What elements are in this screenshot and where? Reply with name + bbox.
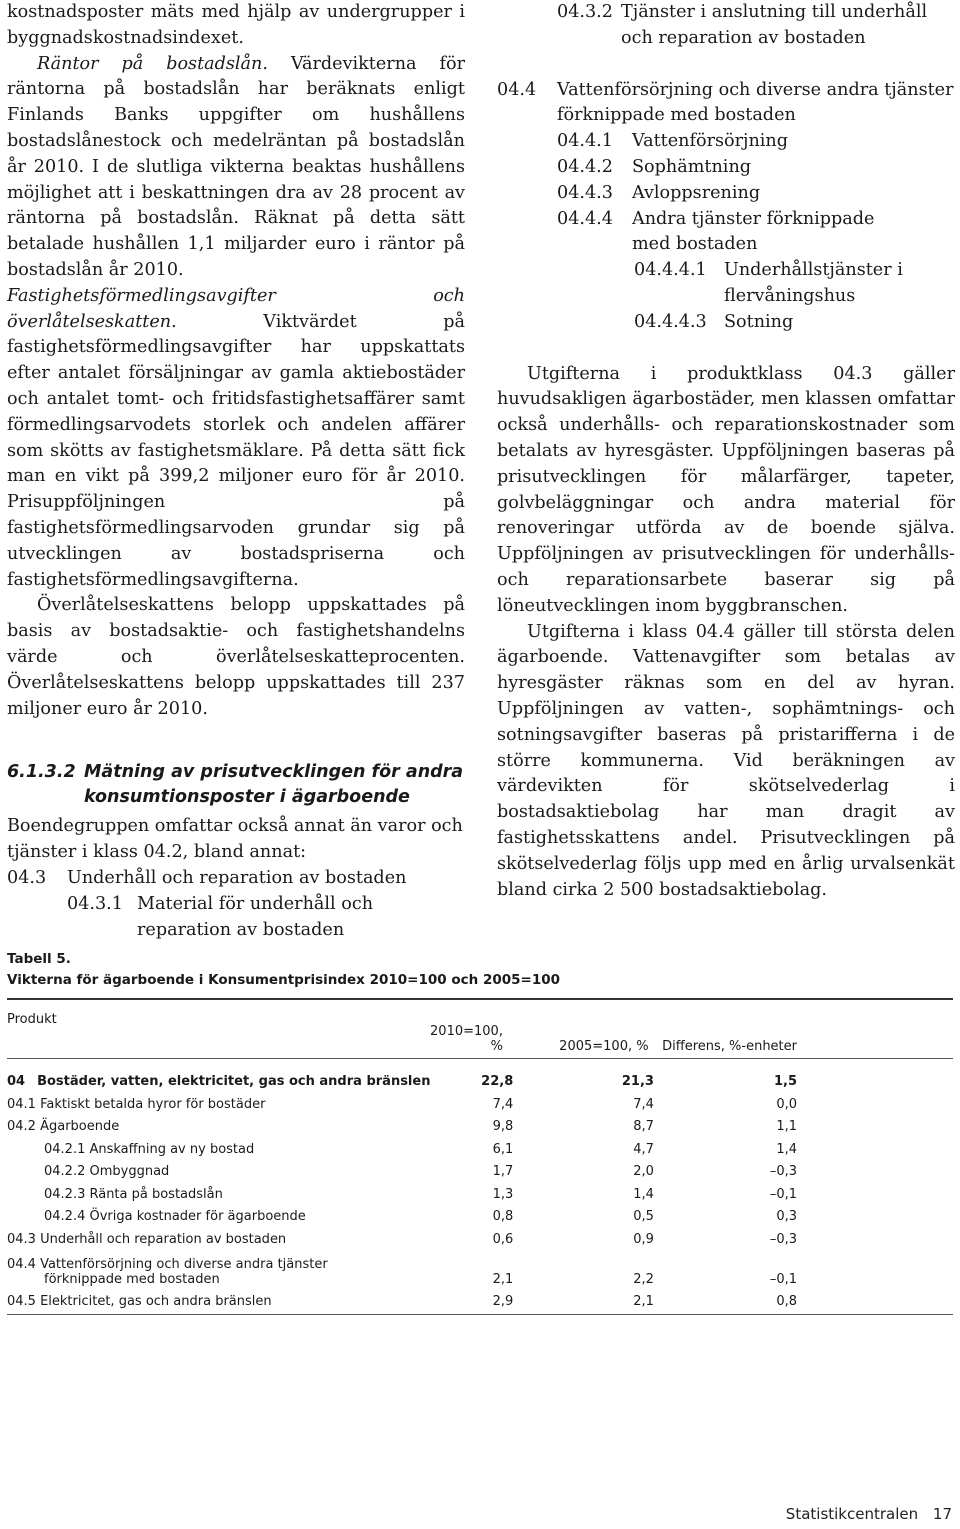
- column-header: Produkt: [7, 1012, 57, 1027]
- publisher-name: Statistikcentralen: [785, 1505, 919, 1523]
- paragraph-lead: Räntor på bostadslån.: [37, 53, 268, 74]
- page-footer: [786, 1505, 952, 1523]
- paragraph-transfer-tax: Överlåtelseskattens belopp uppskattades på basis av bostadsaktie- och fastighetshandelns värde och överlåtelseskatteprocenten. Överlåtelseskattens belopp uppskattades till 237 miljoner euro år 2010.: [7, 595, 465, 719]
- list-item-number: 04.4.2: [557, 156, 613, 177]
- list-item: [497, 78, 955, 130]
- row-label: 04.3 Underhåll och reparation av bostaden: [7, 1231, 287, 1247]
- cell-2005: 1,4: [633, 1186, 654, 1202]
- table-header-row: [7, 1000, 797, 1058]
- cell-diff: 0,8: [776, 1294, 797, 1309]
- cell-diff: 0,0: [776, 1096, 797, 1112]
- cell-diff: –0,3: [769, 1164, 797, 1179]
- table-row: [7, 1059, 797, 1089]
- cell-diff: –0,1: [769, 1186, 797, 1202]
- cell-2010: 0,6: [492, 1231, 514, 1247]
- list-item-number: 04.3.2: [557, 2, 613, 22]
- column-header: 2005=100, %: [559, 1039, 649, 1054]
- table-row: [7, 1179, 797, 1202]
- cell-2010: 9,8: [492, 1119, 514, 1134]
- list-item-number: 04.4.4.1: [634, 260, 707, 281]
- cell-diff: 1,1: [776, 1119, 797, 1134]
- cell-2005: 21,3: [621, 1074, 654, 1089]
- list-item: [497, 155, 955, 181]
- table-row: [7, 1134, 797, 1157]
- list-item: [497, 258, 955, 310]
- cell-diff: –0,3: [769, 1231, 797, 1247]
- paragraph-body: Värdevikterna för räntorna på bostadslån har beräknats enligt Finlands Banks uppgifter om hushållens bostadslånestock och medelräntan på bostadslån år 2010. I de slutliga vikterna beaktas hushållens möjlighet att i beskattningen dra av 28 procent av räntorna på bostadslån. Räknat på detta sätt betalade hushållen 1,1 miljarder euro i räntor på bostadslån år 2010.: [7, 53, 465, 280]
- list-item-text: Andra tjänster förknippade med bostaden: [632, 208, 875, 255]
- table-row: [7, 1157, 797, 1180]
- list-item-number: 04.4.4.3: [634, 311, 707, 332]
- row-label: 04.2.3 Ränta på bostadslån: [44, 1186, 223, 1202]
- section-heading: [7, 760, 465, 810]
- list-item-text: Underhåll och reparation av bostaden: [67, 867, 407, 888]
- cell-diff: 1,4: [776, 1141, 797, 1157]
- paragraph-body: Viktvärdet på fastighetsförmedlingsavgifter har uppskattats efter antalet försäljningar av gamla aktiebostäder och antalet tomt- och fritidsfastighetsaffärer samt förmedlingsarvodets storlek och andelen affärer som skötts av fastighetsmäklare. På detta sätt fick man en vikt på 399,2 miljoner euro för år 2010. Prisuppföljningen på fastighetsförmedlingsarvoden grundar sig på utvecklingen av bostadspriserna och fastighetsförmedlingsavgifterna.: [7, 311, 465, 590]
- list-item: [497, 181, 955, 207]
- list-item-number: 04.4: [497, 79, 537, 100]
- cell-2010: 2,9: [492, 1294, 514, 1309]
- list-item-number: 04.3: [7, 867, 47, 888]
- table-row: [7, 1112, 797, 1135]
- list-item: [497, 0, 955, 52]
- row-label-line2: förknippade med bostaden: [44, 1271, 220, 1287]
- cell-2010: 0,8: [492, 1209, 514, 1224]
- cell-2005: 2,2: [633, 1271, 654, 1287]
- list-item-text: Vattenförsörjning: [632, 131, 789, 152]
- cell-2005: 2,0: [633, 1164, 654, 1179]
- row-label: 04.1 Faktiskt betalda hyror för bostäder: [7, 1096, 266, 1112]
- cell-diff: 1,5: [773, 1074, 797, 1089]
- list-item-text: Underhållstjänster i flervåningshus: [724, 260, 903, 306]
- row-label: 04.2.4 Övriga kostnader för ägarboende: [44, 1209, 306, 1224]
- paragraph: Utgifterna i klass 04.4 gäller till största delen ägarboende. Vattenavgifter som betalas av hyresgäster räknas som en del av hyran. Uppföljningen av vatten-, sophämtnings- och sotningsavgifter baseras på pristarifferna i de större kommunerna. Vid beräkningen av värdevikten för skötselvederlag i bostadsaktiebolag har man dragit av fastighetsskattens andel. Prisutvecklingen på skötselvederlag följs upp med en årlig urvalsenkät bland cirka 2 500 bostadsaktiebolag.: [497, 621, 955, 900]
- row-label: 04.2.2 Ombyggnad: [44, 1164, 170, 1179]
- paragraph: kostnadsposter mäts med hjälp av undergrupper i byggnadskostnadsindexet.: [7, 2, 465, 48]
- cell-2005: 0,9: [633, 1231, 654, 1247]
- paragraph-brokerage: [7, 284, 465, 594]
- list-item: [497, 310, 955, 336]
- cell-diff: –0,1: [769, 1271, 797, 1287]
- section-heading-number: 6.1.3.2: [7, 762, 76, 783]
- table-row: [7, 1287, 797, 1310]
- table-bottom-rule: [7, 1314, 953, 1315]
- table-row: [7, 1089, 797, 1112]
- list-item: [7, 892, 465, 944]
- cell-2010: 1,7: [492, 1164, 514, 1179]
- cell-2005: 8,7: [633, 1119, 654, 1134]
- cell-2005: 0,5: [633, 1209, 654, 1224]
- cell-2005: 2,1: [633, 1294, 654, 1309]
- paragraph-interest: [7, 52, 465, 284]
- left-column: [7, 0, 465, 943]
- paragraph-intro: Boendegruppen omfattar också annat än varor och tjänster i klass 04.2, bland annat:: [7, 816, 463, 863]
- list-item-text: Sotning: [724, 311, 794, 332]
- table-row: [7, 1202, 797, 1225]
- data-table-body: [7, 1059, 797, 1309]
- list-item: [497, 129, 955, 155]
- column-header: 2010=100, %: [430, 1024, 503, 1054]
- cell-2010: 22,8: [481, 1074, 514, 1089]
- row-label-line1: 04.4 Vattenförsörjning och diverse andra tjänster: [7, 1256, 328, 1272]
- list-item-text: Vattenförsörjning och diverse andra tjänster förknippade med bostaden: [557, 79, 954, 126]
- page-number: 17: [932, 1505, 952, 1523]
- cell-2010: 1,3: [492, 1186, 514, 1202]
- list-item: [497, 207, 955, 259]
- list-item-number: 04.3.1: [67, 893, 123, 914]
- row-label: 04.2.1 Anskaffning av ny bostad: [44, 1141, 255, 1157]
- table-row: [7, 1224, 797, 1247]
- section-heading-text: Mätning av prisutvecklingen för andra konsumtionsposter i ägarboende: [84, 762, 464, 808]
- cell-2010: 6,1: [492, 1141, 514, 1157]
- row-label: 04.5 Elektricitet, gas och andra bränslen: [7, 1294, 272, 1309]
- cell-diff: 0,3: [776, 1209, 797, 1224]
- data-table: [7, 1000, 797, 1058]
- list-item: [7, 866, 465, 892]
- cell-2005: 7,4: [633, 1096, 654, 1112]
- right-column: [497, 0, 955, 903]
- table-label: Tabell 5.: [7, 951, 71, 967]
- paragraph: Utgifterna i produktklass 04.3 gäller huvudsakligen ägarbostäder, men klassen omfattar också underhålls- och reparationskostnader som betalats av hyresgäster. Uppföljningen baseras på prisutvecklingen för målarfärger, tapeter, golvbeläggningar och andra material för renoveringar utförda av de boende själva. Uppföljningen av prisutvecklingen för underhålls- och reparationsarbete baserar sig på löneutvecklingen inom byggbranschen.: [497, 363, 955, 616]
- cell-2010: 2,1: [492, 1271, 514, 1287]
- list-item-number: 04.4.4: [557, 208, 613, 229]
- row-label: Bostäder, vatten, elektricitet, gas och andra bränslen: [37, 1074, 431, 1089]
- list-item-number: 04.4.1: [557, 131, 613, 152]
- row-number: 04: [7, 1074, 26, 1089]
- list-item-text: Tjänster i anslutning till underhåll och reparation av bostaden: [621, 2, 928, 48]
- table-row: [7, 1247, 797, 1287]
- paragraph-lead: Fastighetsförmedlingsavgifter och överlåtelseskatten.: [7, 285, 465, 332]
- list-item-number: 04.4.3: [557, 182, 613, 203]
- table-block: [7, 949, 953, 1315]
- list-item-text: Material för underhåll och reparation av bostaden: [137, 893, 374, 940]
- list-item-text: Avloppsrening: [632, 182, 761, 203]
- row-label: 04.2 Ägarboende: [7, 1119, 120, 1134]
- cell-2010: 7,4: [492, 1096, 514, 1112]
- list-item-text: Sophämtning: [632, 156, 752, 177]
- cell-2005: 4,7: [633, 1141, 654, 1157]
- table-title: Vikterna för ägarboende i Konsumentprisindex 2010=100 och 2005=100: [7, 972, 561, 988]
- column-header: Differens, %-enheter: [662, 1039, 797, 1054]
